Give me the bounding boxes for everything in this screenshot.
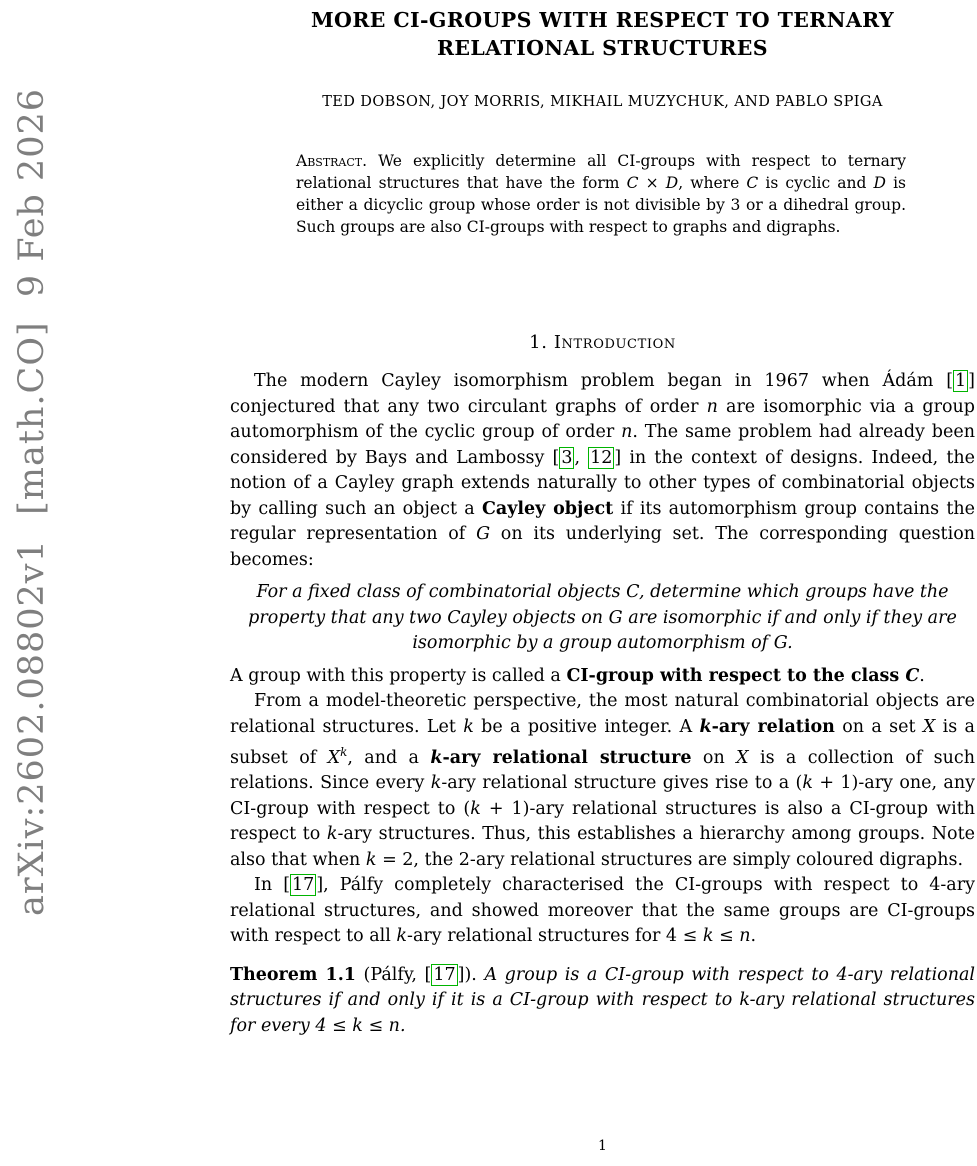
text-segment: n xyxy=(621,422,633,442)
text-segment: (Pálfy, [ xyxy=(355,964,432,985)
text-segment: ≤ xyxy=(713,926,740,947)
abstract-block xyxy=(296,150,906,238)
text-segment: k xyxy=(463,716,474,737)
paper-content xyxy=(230,0,976,1154)
text-segment: The modern Cayley isomorphism problem began in 1967 when Ádám [ xyxy=(254,371,954,391)
text-segment: -ary relation xyxy=(711,716,835,737)
text-segment: if its automorphism group contains the regular representation of xyxy=(230,498,976,544)
text-segment: k xyxy=(430,773,442,794)
text-segment: Theorem 1.1 xyxy=(230,964,356,985)
text-segment: k xyxy=(430,747,443,768)
text-segment: -ary structures. Thus, this establishes a hierarchy among groups. Note also that when xyxy=(230,824,975,870)
paper-title xyxy=(230,6,975,62)
text-segment: is cyclic and xyxy=(758,174,874,192)
text-segment: n xyxy=(739,926,751,947)
paragraph-cayley-history xyxy=(230,369,975,573)
text-segment: on xyxy=(691,747,737,768)
text-segment: k xyxy=(396,926,408,947)
text-segment: are isomorphic if and only if they are isomorphic by a group automorphism of xyxy=(412,607,957,653)
text-segment: -ary relational structures for 4 ≤ xyxy=(407,926,703,947)
text-segment: k xyxy=(702,926,714,947)
text-segment: k xyxy=(699,716,712,737)
quote-fixed-class-question xyxy=(230,580,975,657)
text-segment: are isomorphic via a group automorphism of the cyclic group of order xyxy=(230,396,975,442)
text-segment: A group is a CI-group with respect to 4-ary relational structures if and only if it is a CI-group with respect to k-ary relational structures for every 4 ≤ k ≤ n. xyxy=(230,964,976,1036)
citation-link[interactable]: 17 xyxy=(433,964,456,985)
text-segment: -ary relational structure xyxy=(442,747,692,768)
text-segment: Abstract. xyxy=(296,152,368,170)
text-segment: on a set xyxy=(834,716,923,737)
paragraph-palfy-characterisation xyxy=(230,873,975,950)
text-segment: From a model-theoretic perspective, the most natural combinatorial objects are relational structures. Let xyxy=(230,691,975,737)
text-segment: + 1)-ary one, any CI-group with respect to ( xyxy=(230,773,976,819)
text-segment: In [ xyxy=(254,875,291,896)
text-segment: ] conjectured that any two circulant graphs of order xyxy=(230,371,975,417)
text-segment: G xyxy=(608,607,623,628)
text-segment: , determine which groups have the property that any two Cayley objects on xyxy=(248,582,949,628)
text-segment: C xyxy=(905,665,920,686)
text-segment: ]). xyxy=(457,964,485,985)
text-segment: G xyxy=(476,524,491,544)
text-segment: . xyxy=(919,665,925,686)
text-segment: k xyxy=(326,824,338,845)
text-segment: X xyxy=(736,747,749,768)
citation-link[interactable]: 12 xyxy=(590,447,613,468)
text-segment: D xyxy=(665,174,679,192)
text-segment: be a positive integer. A xyxy=(473,716,700,737)
text-segment: + 1)-ary relational structures is also a CI-group with respect to xyxy=(230,798,975,845)
paragraph-relational-structures xyxy=(230,689,975,873)
citation-link[interactable]: 3 xyxy=(561,447,573,468)
text-segment: k xyxy=(802,773,813,794)
text-segment: X xyxy=(922,716,936,737)
text-segment: , xyxy=(574,447,589,468)
page-number: 1 xyxy=(598,1138,607,1154)
theorem-1-1 xyxy=(230,963,975,1040)
text-segment: k xyxy=(340,745,348,759)
text-segment: k xyxy=(365,849,377,870)
paragraph-ci-group-definition xyxy=(230,664,975,690)
text-segment: C xyxy=(626,174,639,192)
text-segment: G xyxy=(773,633,788,653)
text-segment: X xyxy=(327,747,341,768)
text-segment: n xyxy=(706,396,718,417)
title-line-1: MORE CI-GROUPS WITH RESPECT TO TERNARY xyxy=(310,8,895,32)
text-segment: k xyxy=(470,798,481,819)
text-segment: . xyxy=(750,926,757,947)
text-segment: For a fixed class of combinatorial objects xyxy=(256,582,627,602)
citation-link[interactable]: 1 xyxy=(955,371,967,391)
text-segment: CI-group with respect to the class xyxy=(566,665,906,686)
citation-link[interactable]: 17 xyxy=(292,875,315,896)
title-line-2: RELATIONAL STRUCTURES xyxy=(436,36,769,60)
text-segment: is a collection of such relations. Since every xyxy=(230,747,975,794)
text-segment: on its underlying set. The corresponding question becomes: xyxy=(230,524,975,570)
text-segment: Cayley object xyxy=(481,498,614,519)
text-segment: , and a xyxy=(347,747,431,768)
text-segment: . xyxy=(787,633,793,653)
text-segment: C xyxy=(626,582,639,602)
text-segment: = 2, the 2-ary relational structures are simply coloured digraphs. xyxy=(376,849,964,870)
text-segment: is a subset of xyxy=(230,716,975,768)
text-segment: C xyxy=(746,174,759,192)
text-segment: We explicitly determine all CI-groups with respect to ternary relational structures that have the form xyxy=(296,152,906,192)
text-segment: A group with this property is called a xyxy=(230,665,567,686)
text-segment: is either a dicyclic group whose order is not divisible by 3 or a dihedral group. Such groups are also CI-groups with respect to graphs and digraphs. xyxy=(296,174,907,236)
text-segment: -ary relational structure gives rise to a ( xyxy=(441,773,803,794)
text-segment: . The same problem had already been considered by Bays and Lambossy [ xyxy=(230,422,975,468)
authors-line: TED DOBSON, JOY MORRIS, MIKHAIL MUZYCHUK, AND PABLO SPIGA xyxy=(322,94,883,110)
section-heading-introduction: 1. Introduction xyxy=(529,332,676,353)
text-segment: D xyxy=(873,174,886,192)
text-segment: ], Pálfy completely characterised the CI-groups with respect to 4-ary relational structures, and showed moreover that the same groups are CI-groups with respect to all xyxy=(230,875,975,947)
arxiv-watermark: arXiv:2602.08802v1 [math.CO] 9 Feb 2026 xyxy=(12,87,52,916)
text-segment: ] in the context of designs. Indeed, the notion of a Cayley graph extends naturally to other types of combinatorial objects by calling such an object a xyxy=(230,447,975,519)
text-segment: , where xyxy=(678,174,747,192)
text-segment: × xyxy=(638,174,666,192)
